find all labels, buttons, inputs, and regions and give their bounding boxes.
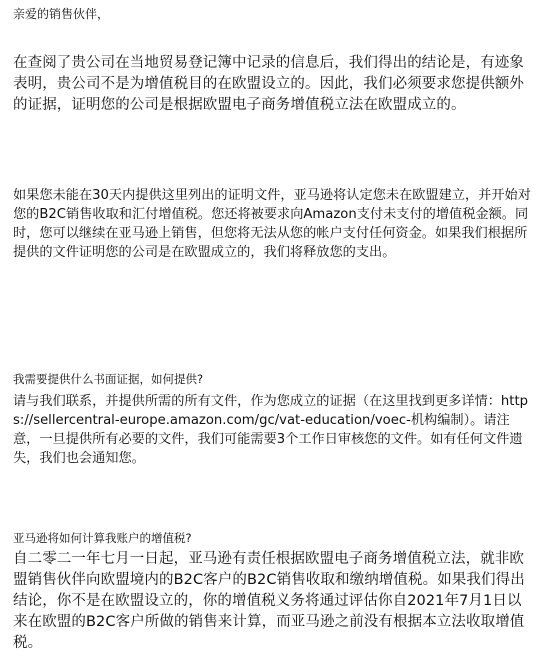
greeting: 亲爱的销售伙伴， (13, 7, 110, 21)
paragraph-vat-calculation-details: 自二零二一年七月一日起，亚马逊有责任根据欧盟电子商务增值税立法，就非欧盟销售伙伴向欧盟境内的B2C客户的B2C销售收取和缴纳增值税。如果我们得出结论，你不是在欧盟设立的，你的增值税义务将通过评估你自2021年7月1日以来在欧盟的B2C客户所做的销售来计算，而亚马逊之前没有根据本立法收取增值税。 (13, 551, 525, 651)
paragraph-evidence-conclusion: 在查阅了贵公司在当地贸易登记簿中记录的信息后，我们得出的结论是，有迹象表明，贵公司不是为增值税目的在欧盟设立的。因此，我们必须要求您提供额外的证据，证明您的公司是根据欧盟电子商务增值税立法在欧盟成立的。 (13, 55, 524, 113)
paragraph-documentation-details: 请与我们联系，并提供所需的所有文件，作为您成立的证据（在这里找到更多详情：https://sellercentral-europe.amazon.com/gc/vat-education/voec-机构编制）。请注意，一旦提供所有必要的文件，我们可能需要3个工作日审核您的文件。如有任何文件遗失，我们也会通知您。 (13, 394, 529, 466)
section-heading-vat-calculation: 亚马逊将如何计算我账户的增值税? (13, 531, 192, 545)
section-heading-documentation: 我需要提供什么书面证据，如何提供? (13, 372, 204, 386)
paragraph-30-day-deadline: 如果您未能在30天内提供这里列出的证明文件，亚马逊将认定您未在欧盟建立，并开始对您的B2C销售收取和汇付增值税。您还将被要求向Amazon支付未支付的增值税金额。同时，您可以继续在亚马逊上销售，但您将无法从您的帐户支付任何资金。如果我们根据所提供的文件证明您的公司是在欧盟成立的，我们将释放您的支出。 (13, 188, 531, 260)
